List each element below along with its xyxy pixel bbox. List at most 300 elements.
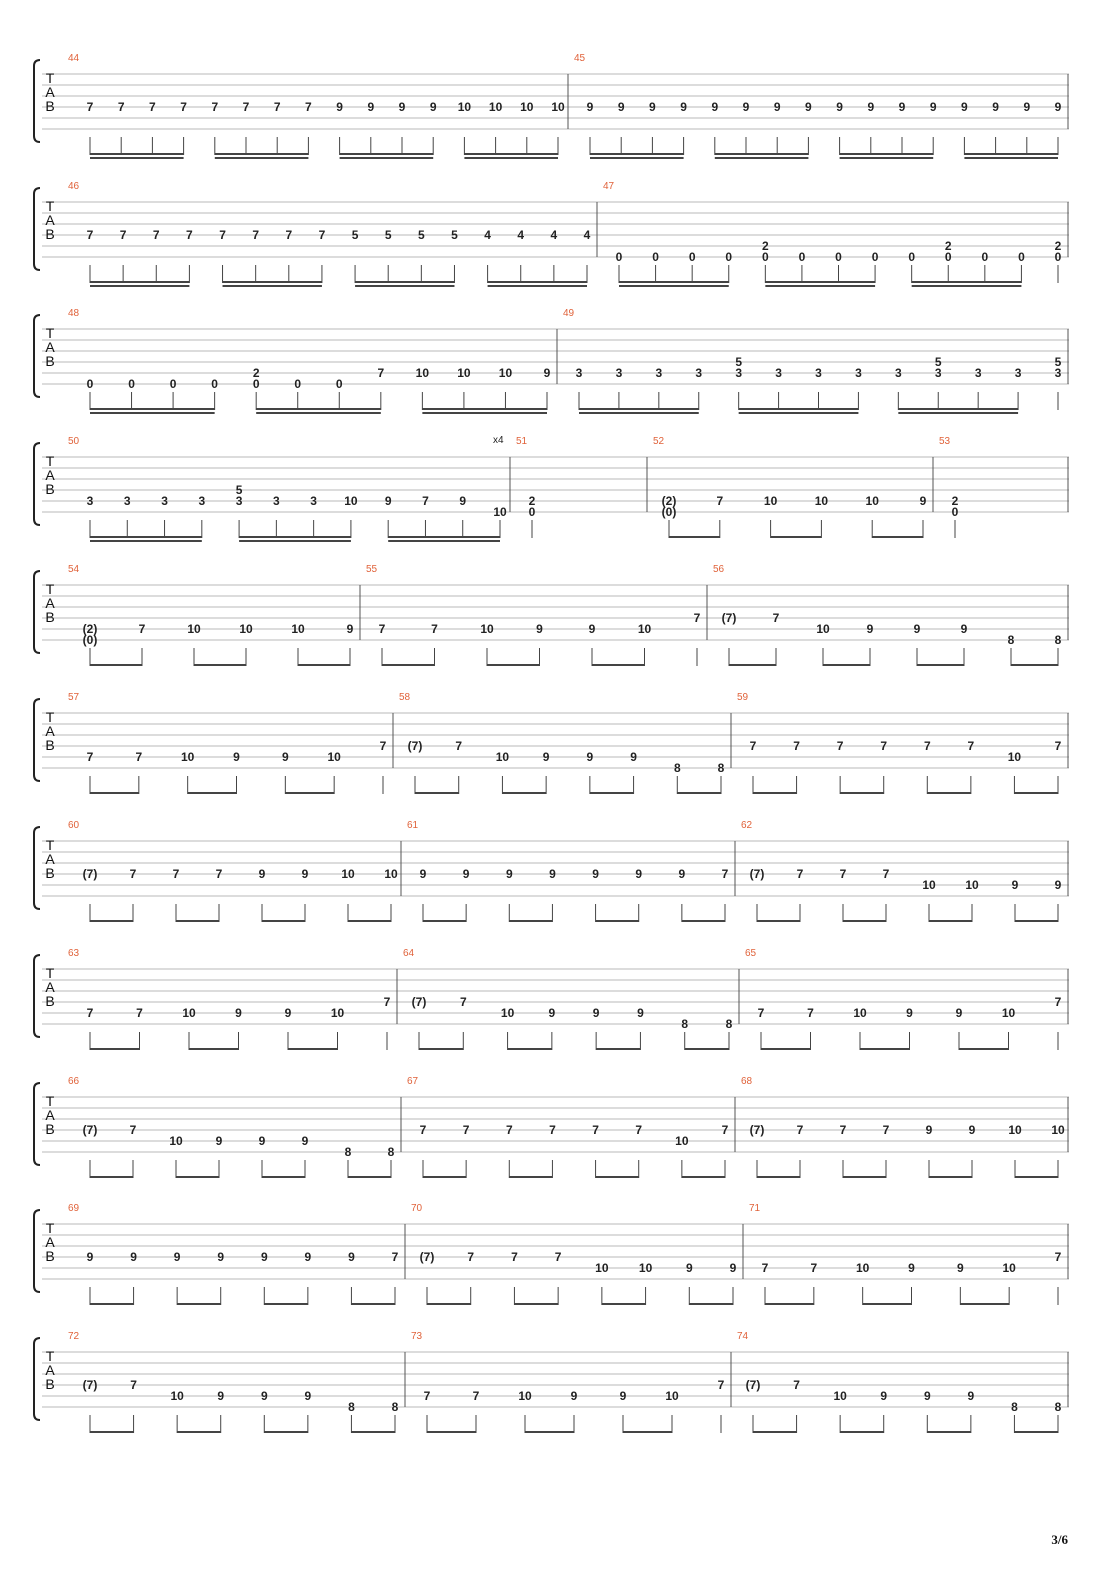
measure-number: 59 (737, 692, 749, 703)
measure-number: 56 (713, 564, 725, 575)
page-number: 3/6 (1051, 1532, 1068, 1547)
tab-clef-letter: T (45, 837, 55, 853)
fret-number: 7 (796, 1123, 804, 1137)
measure-number: 61 (407, 820, 419, 831)
tab-system (34, 308, 1069, 414)
fret-number: 9 (260, 1250, 268, 1264)
fret-number: 10 (415, 366, 430, 380)
fret-number: 7 (378, 622, 386, 636)
measure (366, 564, 701, 666)
fret-number: 9 (961, 100, 968, 114)
beam (90, 792, 139, 794)
fret-number: (7) (411, 995, 427, 1009)
beam (677, 792, 721, 794)
beam (771, 536, 822, 538)
measure-number: 50 (68, 436, 80, 447)
beam (256, 408, 381, 410)
fret-number: 10 (291, 622, 305, 636)
system-bracket (34, 1210, 40, 1292)
fret-number: 3 (1014, 366, 1022, 380)
fret-number: 9 (586, 750, 594, 764)
beam (964, 153, 1058, 155)
measure (411, 1203, 737, 1305)
measure-number: 62 (741, 820, 753, 831)
measure (68, 1203, 399, 1305)
beam (264, 1303, 308, 1305)
fret-number: 5 (235, 483, 243, 497)
fret-number: 7 (383, 995, 391, 1009)
system-bracket (34, 60, 40, 142)
fret-number: 7 (882, 867, 890, 881)
fret-number: 7 (772, 611, 780, 625)
tab-clef-letter: T (45, 1220, 55, 1236)
beam (355, 285, 454, 287)
fret-number: 0 (871, 250, 879, 264)
beam (898, 412, 1018, 414)
fret-number: 8 (1054, 633, 1062, 647)
fret-number: 2 (761, 239, 769, 253)
fret-number: 7 (592, 1123, 599, 1137)
fret-number: 7 (1054, 1250, 1062, 1264)
fret-number: 3 (86, 494, 94, 508)
beam (215, 153, 309, 155)
fret-number: 10 (1051, 1123, 1065, 1137)
tab-clef-letter: B (45, 481, 55, 497)
beam (388, 536, 500, 538)
fret-number: 10 (493, 505, 507, 519)
fret-number: 0 (652, 250, 659, 264)
beam (602, 1303, 646, 1305)
measure (737, 1331, 1062, 1433)
measure-number: 74 (737, 1331, 749, 1342)
fret-number: 3 (735, 366, 743, 380)
beam (757, 920, 800, 922)
system-bracket (34, 827, 40, 909)
tab-system (34, 820, 1069, 922)
tab-clef-letter: A (45, 979, 55, 995)
fret-number: 7 (129, 867, 137, 881)
fret-number: 10 (500, 1006, 515, 1020)
system-bracket (34, 188, 40, 270)
measure (574, 53, 1062, 159)
fret-number: 3 (161, 494, 168, 508)
fret-number: 7 (757, 1006, 765, 1020)
beam (262, 1176, 305, 1178)
fret-number: 9 (919, 494, 927, 508)
beam (1014, 792, 1058, 794)
beam (579, 408, 699, 410)
fret-number: 9 (336, 100, 343, 114)
fret-number: 9 (968, 1123, 976, 1137)
fret-number: 9 (908, 1261, 915, 1275)
measure (653, 436, 927, 538)
repeat-count: x4 (493, 435, 504, 446)
fret-number: 9 (217, 1389, 225, 1403)
fret-number: 9 (1054, 100, 1062, 114)
fret-number: 9 (649, 100, 656, 114)
fret-number: 4 (484, 228, 491, 242)
fret-number: 10 (1001, 1006, 1016, 1020)
beam (912, 281, 1022, 283)
fret-number: 0 (294, 377, 302, 391)
fret-number: (0) (661, 505, 677, 519)
fret-number: 3 (198, 494, 206, 508)
beam (840, 1431, 884, 1433)
fret-number: 10 (187, 622, 201, 636)
measure (403, 948, 733, 1050)
beam (388, 540, 500, 542)
fret-number: 10 (675, 1134, 689, 1148)
fret-number: 10 (488, 100, 503, 114)
measure-number: 63 (68, 948, 80, 959)
beam (753, 1431, 797, 1433)
fret-number: 3 (974, 366, 982, 380)
measure (939, 436, 959, 538)
measure (68, 53, 565, 159)
fret-number: 7 (693, 611, 701, 625)
beam (90, 285, 189, 287)
system-bracket (34, 571, 40, 653)
fret-number: 7 (807, 1006, 814, 1020)
beam (872, 536, 923, 538)
beam (623, 1431, 672, 1433)
fret-number: 9 (1054, 878, 1062, 892)
fret-number: 9 (258, 1134, 266, 1148)
fret-number: 7 (761, 1261, 769, 1275)
system-bracket (34, 315, 40, 397)
fret-number: 3 (615, 366, 623, 380)
fret-number: 7 (721, 867, 729, 881)
beam (739, 412, 859, 414)
system-bracket (34, 955, 40, 1037)
fret-number: 0 (688, 250, 696, 264)
measure (68, 564, 354, 666)
beam (739, 408, 859, 410)
beam (90, 664, 142, 666)
beam (509, 920, 552, 922)
fret-number: (7) (407, 739, 423, 753)
beam (1011, 664, 1058, 666)
fret-number: 10 (169, 1134, 183, 1148)
fret-number: 7 (242, 100, 250, 114)
fret-number: 8 (673, 761, 681, 775)
beam (579, 412, 699, 414)
fret-number: 10 (327, 750, 341, 764)
measure-number: 49 (563, 308, 575, 319)
fret-number: 7 (136, 1006, 143, 1020)
fret-number: 9 (773, 100, 781, 114)
fret-number: 3 (894, 366, 902, 380)
fret-number: 10 (855, 1261, 870, 1275)
tab-clef-letter: T (45, 325, 55, 341)
beam (488, 281, 587, 283)
beam (194, 664, 246, 666)
fret-number: 9 (711, 100, 719, 114)
tab-system (34, 948, 1069, 1050)
beam (423, 1176, 466, 1178)
fret-number: 2 (1054, 239, 1062, 253)
fret-number: 10 (480, 622, 494, 636)
fret-number: (7) (419, 1250, 435, 1264)
beam (765, 285, 875, 287)
tab-clef-letter: B (45, 609, 55, 625)
beam (223, 281, 322, 283)
fret-number: 5 (1054, 355, 1062, 369)
fret-number: 7 (318, 228, 326, 242)
beam (90, 1431, 134, 1433)
fret-number: 7 (285, 228, 293, 242)
fret-number: 8 (717, 761, 725, 775)
measure-number: 52 (653, 436, 665, 447)
beam (348, 1176, 391, 1178)
fret-number: 10 (170, 1389, 184, 1403)
fret-number: 9 (346, 622, 354, 636)
fret-number: 8 (391, 1400, 399, 1414)
fret-number: 3 (775, 366, 782, 380)
measure (68, 820, 398, 922)
beam (288, 1048, 338, 1050)
fret-number: 9 (301, 867, 309, 881)
fret-number: 7 (211, 100, 219, 114)
fret-number: 9 (836, 100, 843, 114)
fret-number: 9 (233, 750, 240, 764)
fret-number: 7 (377, 366, 385, 380)
fret-number: 10 (520, 100, 534, 114)
fret-number: 0 (981, 250, 989, 264)
measure-number: 66 (68, 1076, 80, 1087)
fret-number: 7 (455, 739, 463, 753)
fret-number: 10 (457, 100, 472, 114)
beam (340, 153, 434, 155)
fret-number: 9 (367, 100, 375, 114)
beam (215, 157, 309, 159)
fret-number: 0 (761, 250, 769, 264)
fret-number: 7 (86, 750, 94, 764)
fret-number: 10 (965, 878, 979, 892)
fret-number: 7 (836, 739, 844, 753)
fret-number: 7 (422, 494, 429, 508)
fret-number: 7 (549, 1123, 556, 1137)
measure (68, 308, 551, 414)
tab-clef-letter: T (45, 581, 55, 597)
tab-clef-letter: T (45, 453, 55, 469)
fret-number: 0 (335, 377, 343, 391)
beam (596, 1048, 640, 1050)
fret-number: 9 (505, 867, 513, 881)
fret-number: 7 (793, 739, 800, 753)
fret-number: (7) (82, 1378, 98, 1392)
beam (264, 1431, 308, 1433)
fret-number: 9 (217, 1250, 225, 1264)
fret-number: 10 (344, 494, 358, 508)
tab-clef-letter: B (45, 737, 55, 753)
fret-number: 0 (1018, 250, 1025, 264)
fret-number: 9 (880, 1389, 888, 1403)
fret-number: 10 (457, 366, 471, 380)
fret-number: 10 (638, 1261, 653, 1275)
fret-number: (7) (745, 1378, 761, 1392)
fret-number: 9 (215, 1134, 223, 1148)
fret-number: 9 (867, 100, 875, 114)
fret-number: 9 (173, 1250, 181, 1264)
measure-number: 73 (411, 1331, 423, 1342)
fret-number: 0 (1054, 250, 1062, 264)
measure (68, 692, 387, 794)
fret-number: 7 (379, 739, 387, 753)
beam (843, 920, 886, 922)
beam (508, 1048, 552, 1050)
fret-number: (0) (82, 633, 98, 647)
fret-number: 10 (595, 1261, 609, 1275)
fret-number: 7 (882, 1123, 890, 1137)
fret-number: 7 (717, 1378, 725, 1392)
beam (753, 792, 797, 794)
beam (823, 664, 870, 666)
measure-number: 64 (403, 948, 415, 959)
beam (590, 792, 634, 794)
beam (1015, 1176, 1058, 1178)
fret-number: 9 (348, 1250, 355, 1264)
measure-number: 71 (749, 1203, 761, 1214)
fret-number: 7 (554, 1250, 562, 1264)
beam (382, 664, 435, 666)
beam (761, 1048, 811, 1050)
fret-number: 4 (583, 228, 591, 242)
fret-number: 9 (619, 1389, 627, 1403)
beam (90, 536, 202, 538)
tab-clef-letter: T (45, 1348, 55, 1364)
fret-number: 4 (550, 228, 558, 242)
measure (741, 1076, 1065, 1178)
fret-number: 7 (419, 1123, 427, 1137)
fret-number: 7 (152, 228, 160, 242)
fret-number: 7 (149, 100, 156, 114)
fret-number: 9 (536, 622, 543, 636)
fret-number: 9 (866, 622, 874, 636)
tab-clef-letter: B (45, 993, 55, 1009)
fret-number: 9 (258, 867, 266, 881)
tab-clef-letter: B (45, 226, 55, 242)
beam (90, 1048, 140, 1050)
fret-number: 3 (123, 494, 131, 508)
fret-number: 0 (128, 377, 135, 391)
beam (898, 408, 1018, 410)
beam (840, 153, 934, 155)
beam (927, 792, 971, 794)
measure-number: 46 (68, 181, 80, 192)
fret-number: 7 (138, 622, 146, 636)
fret-number: 9 (960, 622, 968, 636)
beam (596, 1176, 639, 1178)
tab-system (34, 53, 1069, 159)
tab-clef-letter: T (45, 1093, 55, 1109)
tab-clef-letter: A (45, 467, 55, 483)
tab-clef-letter: A (45, 339, 55, 355)
beam (590, 157, 684, 159)
beam (487, 664, 540, 666)
fret-number: 9 (301, 1134, 309, 1148)
beam (90, 157, 184, 159)
beam (514, 1303, 558, 1305)
beam (422, 412, 547, 414)
fret-number: 0 (908, 250, 916, 264)
fret-number: 9 (419, 867, 427, 881)
fret-number: 10 (1008, 1123, 1022, 1137)
tab-clef-letter: A (45, 1234, 55, 1250)
fret-number: (7) (82, 867, 98, 881)
fret-number: 10 (816, 622, 830, 636)
fret-number: 10 (665, 1389, 679, 1403)
fret-number: 9 (459, 494, 467, 508)
fret-number: 2 (252, 366, 260, 380)
beam (1014, 1431, 1058, 1433)
measure-number: 58 (399, 692, 411, 703)
beam (863, 1303, 912, 1305)
measure (68, 181, 591, 287)
fret-number: 0 (835, 250, 842, 264)
fret-number: 8 (1054, 1400, 1062, 1414)
beam (298, 664, 350, 666)
measure-number: 47 (603, 181, 615, 192)
beam (840, 792, 884, 794)
beam (502, 792, 546, 794)
system-bracket (34, 699, 40, 781)
fret-number: 0 (211, 377, 218, 391)
fret-number: 10 (637, 622, 652, 636)
tab-clef-letter: T (45, 709, 55, 725)
beam (596, 920, 639, 922)
fret-number: 7 (215, 867, 223, 881)
fret-number: 10 (833, 1389, 847, 1403)
system-bracket (34, 1338, 40, 1420)
beam (90, 412, 215, 414)
measure-number: 48 (68, 308, 80, 319)
fret-number: 7 (252, 228, 260, 242)
fret-number: 3 (815, 366, 822, 380)
fret-number: 8 (1007, 633, 1015, 647)
fret-number: 10 (330, 1006, 345, 1020)
fret-number: 3 (855, 366, 862, 380)
fret-number: 7 (880, 739, 888, 753)
fret-number: 7 (796, 867, 804, 881)
fret-number: 9 (588, 622, 596, 636)
beam (348, 920, 391, 922)
fret-number: 9 (384, 494, 392, 508)
fret-number: 9 (429, 100, 437, 114)
fret-number: 7 (749, 739, 757, 753)
fret-number: 5 (417, 228, 425, 242)
measure-number: 67 (407, 1076, 419, 1087)
fret-number: 3 (273, 494, 280, 508)
fret-number: 9 (929, 100, 937, 114)
fret-number: 7 (793, 1378, 800, 1392)
fret-number: 7 (305, 100, 312, 114)
fret-number: 7 (431, 622, 438, 636)
fret-number: 8 (681, 1017, 689, 1031)
fret-number: 9 (586, 100, 594, 114)
measure (68, 948, 391, 1050)
beam (765, 281, 875, 283)
measure (407, 1076, 729, 1178)
tab-system (34, 692, 1069, 794)
fret-number: (7) (749, 1123, 765, 1137)
beam (223, 285, 322, 287)
beam (176, 920, 219, 922)
measure (603, 181, 1062, 287)
fret-number: 9 (284, 1006, 292, 1020)
fret-number: 7 (810, 1261, 818, 1275)
fret-number: 7 (459, 995, 467, 1009)
